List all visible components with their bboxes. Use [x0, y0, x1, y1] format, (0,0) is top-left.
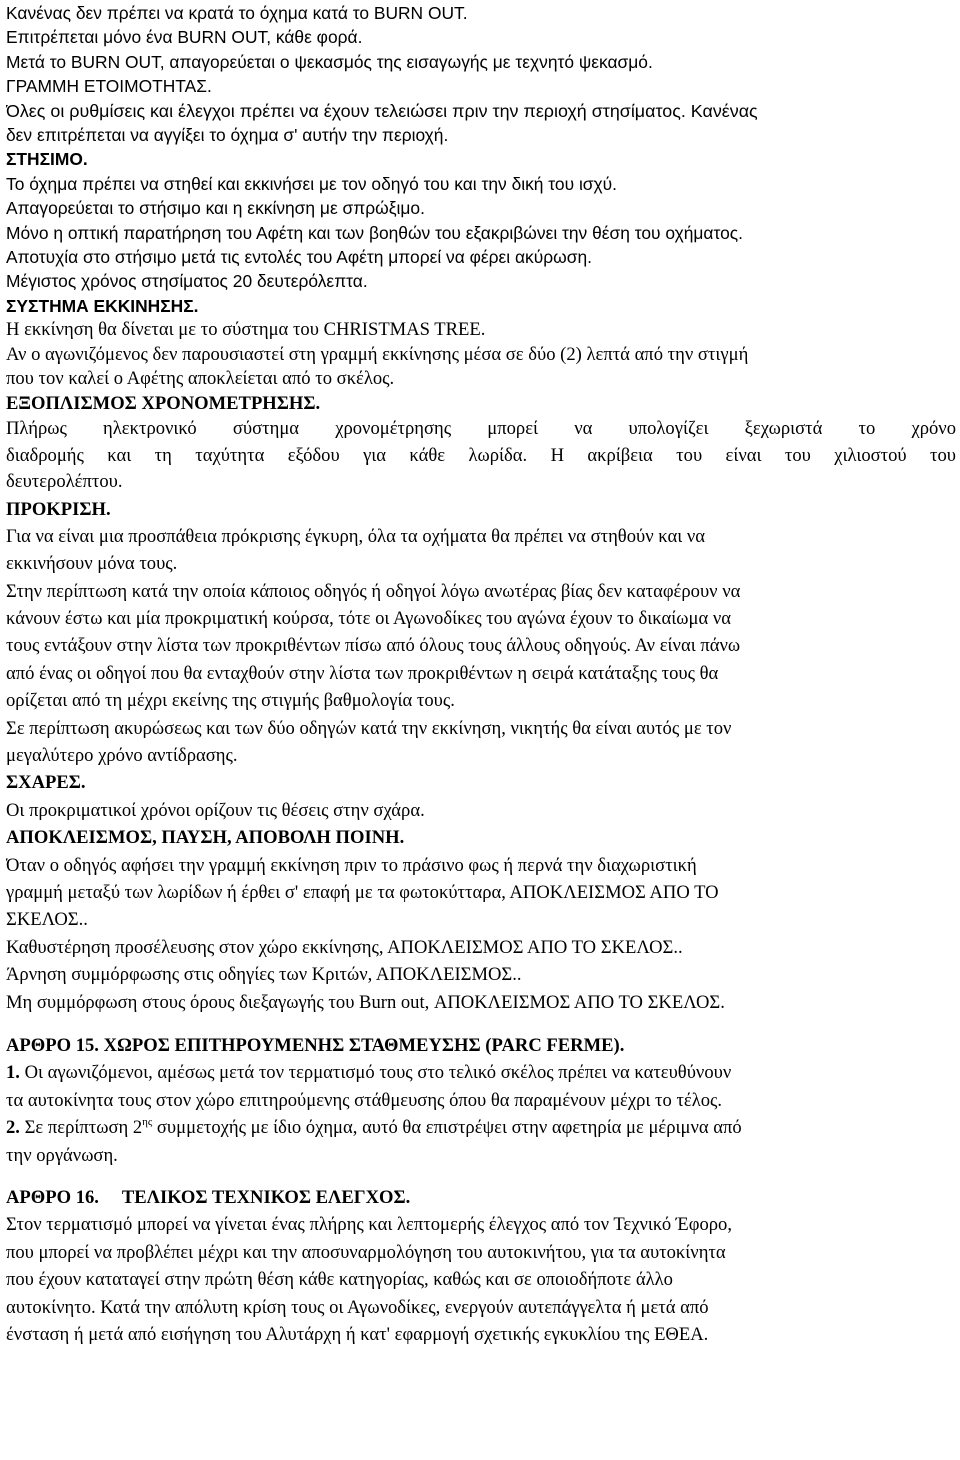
text-line: δεν επιτρέπεται να αγγίξει το όχημα σ' αυτήν την περιοχή. — [6, 125, 449, 146]
text-line: που μπορεί να προβλέπει μέχρι και την αποσυναρμολόγηση του αυτοκινήτου, για τα αυτοκίνητα — [6, 1241, 726, 1263]
text-line: δευτερολέπτου. — [6, 471, 123, 493]
text-line: τα αυτοκίνητα τους στον χώρο επιτηρούμενης στάθμευσης όπου θα παραμένουν μέχρι το τέλος. — [6, 1089, 723, 1111]
section-heading: ΣΥΣΤΗΜΑ ΕΚΚΙΝΗΣΗΣ. — [6, 295, 199, 316]
section-heading: ΣΤΗΣΙΜΟ. — [6, 149, 88, 170]
text-line — [6, 1059, 956, 1086]
text-line — [6, 1114, 956, 1141]
section-heading: ΓΡΑΜΜΗ ΕΤΟΙΜΟΤΗΤΑΣ. — [6, 76, 212, 97]
text-line: Για να είναι μια προσπάθεια πρόκρισης έγκυρη, όλα τα οχήματα θα πρέπει να στηθούν και να — [6, 525, 706, 547]
text-line: Η εκκίνηση θα δίνεται με το σύστημα του CHRISTMAS TREE. — [6, 319, 486, 341]
text-line: εκκινήσουν μόνα τους. — [6, 553, 178, 575]
text-line: Σε περίπτωση ακυρώσεως και των δύο οδηγών κατά την εκκίνηση, νικητής θα είναι αυτός με τον — [6, 717, 732, 739]
text-line: Μόνο η οπτική παρατήρηση του Αφέτη και των βοηθών του εξακριβώνει την θέση του οχήματος. — [6, 222, 743, 243]
text-line: Όλες οι ρυθμίσεις και έλεγχοι πρέπει να έχουν τελειώσει πριν την περιοχή στησίματος. Κανένας — [6, 100, 758, 121]
section-heading: ΠΡΟΚΡΙΣΗ. — [6, 498, 111, 520]
item-number: 2. — [6, 1117, 20, 1139]
text-line: Απαγορεύεται το στήσιμο και η εκκίνηση με σπρώξιμο. — [6, 198, 425, 219]
text-line: που έχουν καταταγεί στην πρώτη θέση κάθε κατηγορίας, καθώς και σε οποιοδήποτε άλλο — [6, 1269, 673, 1291]
document-page — [0, 1, 960, 1460]
text-line: Άρνηση συμμόρφωσης στις οδηγίες των Κριτών, ΑΠΟΚΛΕΙΣΜΟΣ.. — [6, 964, 522, 986]
text-line: που τον καλεί ο Αφέτης αποκλείεται από το σκέλος. — [6, 368, 395, 390]
text-line: μεγαλύτερο χρόνο αντίδρασης. — [6, 744, 238, 766]
text-line: Το όχημα πρέπει να στηθεί και εκκινήσει με τον οδηγό του και την δική του ισχύ. — [6, 173, 618, 194]
item-text: Οι αγωνιζόμενοι, αμέσως μετά τον τερματισμό τους στο τελικό σκέλος πρέπει να κατευθύνουν — [19, 1062, 732, 1084]
text-line: ορίζεται από τη μέχρι εκείνης της στιγμής βαθμολογία τους. — [6, 690, 455, 712]
text-line: Όταν ο οδηγός αφήσει την γραμμή εκκίνηση πριν το πράσινο φως ή περνά την διαχωριστική — [6, 854, 697, 876]
text-line: Καθυστέρηση προσέλευσης στον χώρο εκκίνησης, ΑΠΟΚΛΕΙΣΜΟΣ ΑΠΟ ΤΟ ΣΚΕΛΟΣ.. — [6, 936, 683, 958]
item-text: Σε περίπτωση 2 — [19, 1117, 143, 1139]
text-line: διαδρομής και τη ταχύτητα εξόδου για κάθε λωρίδα. Η ακρίβεια του είναι του χιλιοστού του — [6, 444, 956, 466]
text-line: Αποτυχία στο στήσιμο μετά τις εντολές του Αφέτη μπορεί να φέρει ακύρωση. — [6, 247, 592, 268]
text-line: Αν ο αγωνιζόμενος δεν παρουσιαστεί στη γραμμή εκκίνησης μέσα σε δύο (2) λεπτά από την στιγμή — [6, 343, 749, 365]
text-line: Στον τερματισμό μπορεί να γίνεται ένας πλήρης και λεπτομερής έλεγχος από τον Τεχνικό Έφορο, — [6, 1214, 732, 1236]
item-text: συμμετοχής με ίδιο όχημα, αυτό θα επιστρέψει στην αφετηρία με μέριμνα από — [152, 1117, 742, 1139]
item-number: 1. — [6, 1062, 20, 1084]
text-line: Μέγιστος χρόνος στησίματος 20 δευτερόλεπτα. — [6, 271, 368, 292]
text-line: Μετά το BURN OUT, απαγορεύεται ο ψεκασμός της εισαγωγής με τεχνητό ψεκασμό. — [6, 51, 653, 72]
text-line: Επιτρέπεται μόνο ένα BURN OUT, κάθε φορά. — [6, 27, 363, 48]
article-heading: ΑΡΘΡΟ 15. ΧΩΡΟΣ ΕΠΙΤΗΡΟΥΜΕΝΗΣ ΣΤΑΘΜΕΥΣΗΣ (PARC FERME). — [6, 1035, 625, 1056]
text-line: τους εντάξουν στην λίστα των προκριθέντων πίσω από όλους τους άλλους οδηγούς. Αν είναι πάνω — [6, 635, 741, 657]
text-line: Οι προκριματικοί χρόνοι ορίζουν τις θέσεις στην σχάρα. — [6, 799, 425, 821]
text-line: Στην περίπτωση κατά την οποία κάποιος οδηγός ή οδηγοί λόγω ανωτέρας βίας δεν καταφέρουν να — [6, 580, 741, 602]
section-heading: ΑΠΟΚΛΕΙΣΜΟΣ, ΠΑΥΣΗ, ΑΠΟΒΟΛΗ ΠΟΙΝΗ. — [6, 827, 405, 849]
text-line: από ένας οι οδηγοί που θα ενταχθούν στην λίστα των προκριθέντων η σειρά κατάταξης τους θα — [6, 662, 719, 684]
text-line: ΣΚΕΛΟΣ.. — [6, 909, 88, 931]
text-line: ένσταση ή μετά από εισήγηση του Αλυτάρχη ή κατ' εφαρμογή σχετικής εγκυκλίου της ΕΘΕΑ. — [6, 1324, 709, 1346]
article-heading: ΑΡΘΡΟ 16. ΤΕΛΙΚΟΣ ΤΕΧΝΙΚΟΣ ΕΛΕΓΧΟΣ. — [6, 1187, 411, 1209]
text-line: Πλήρως ηλεκτρονικό σύστημα χρονομέτρησης μπορεί να υπολογίζει ξεχωριστά το χρόνο — [6, 417, 956, 439]
section-heading: ΕΞΟΠΛΙΣΜΟΣ ΧΡΟΝΟΜΕΤΡΗΣΗΣ. — [6, 392, 321, 414]
ordinal-suffix: ης — [142, 1116, 153, 1129]
text-line: Μη συμμόρφωση στους όρους διεξαγωγής του Burn out, ΑΠΟΚΛΕΙΣΜΟΣ ΑΠΟ ΤΟ ΣΚΕΛΟΣ. — [6, 991, 725, 1013]
text-line: κάνουν έστω και μία προκριματική κούρσα, τότε οι Αγωνοδίκες του αγώνα έχουν το δικαίωμα να — [6, 607, 731, 629]
text-line: την οργάνωση. — [6, 1144, 118, 1166]
text-line: γραμμή μεταξύ των λωρίδων ή έρθει σ' επαφή με τα φωτοκύτταρα, ΑΠΟΚΛΕΙΣΜΟΣ ΑΠΟ ΤΟ — [6, 881, 719, 903]
text-line: Κανένας δεν πρέπει να κρατά το όχημα κατά το BURN OUT. — [6, 3, 468, 23]
text-line: αυτοκίνητο. Κατά την απόλυτη κρίση τους οι Αγωνοδίκες, ενεργούν αυτεπάγγελτα ή μετά από — [6, 1296, 709, 1318]
section-heading: ΣΧΑΡΕΣ. — [6, 772, 86, 794]
